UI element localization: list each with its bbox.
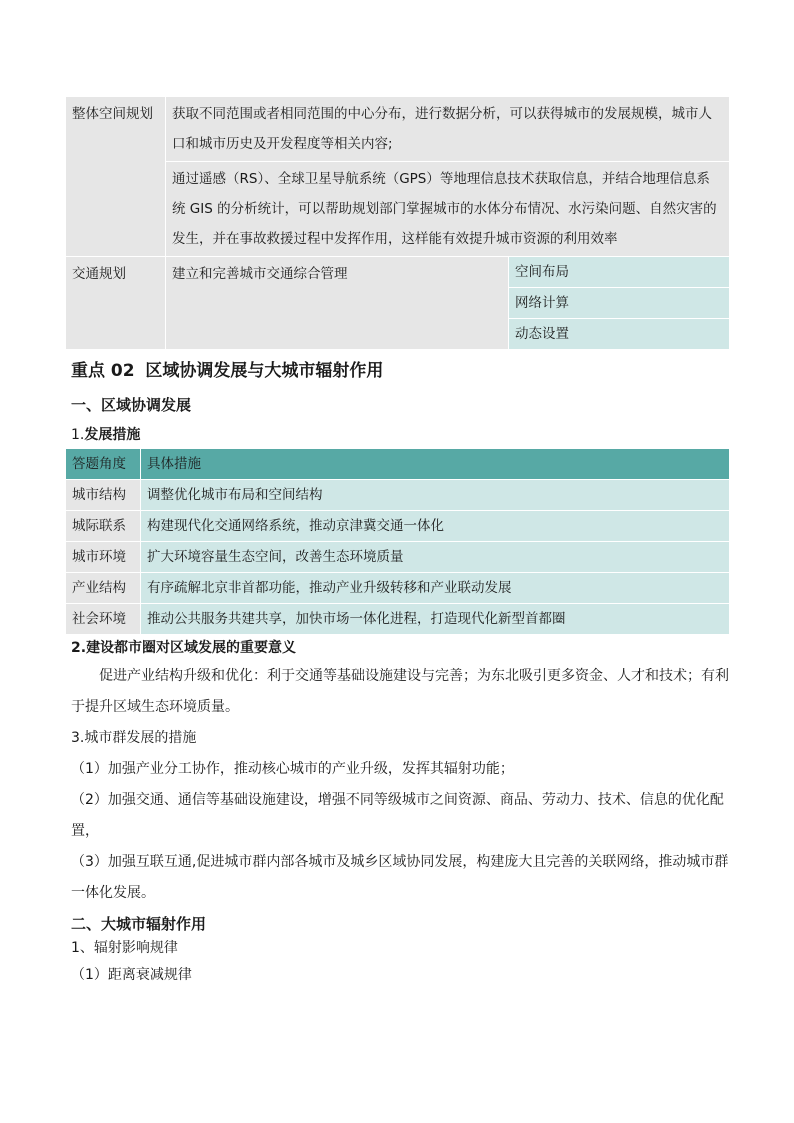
measures-table <box>65 448 730 635</box>
header-measures: 具体措施 <box>141 449 730 480</box>
sub-3-title: 3.城市群发展的措施 <box>71 730 197 746</box>
row-key: 产业结构 <box>66 573 141 604</box>
section-1-title: 一、区域协调发展 <box>71 396 192 414</box>
table-row <box>66 542 730 573</box>
header-angle: 答题角度 <box>66 449 141 480</box>
traffic-planning-text: 建立和完善城市交通综合管理 <box>166 257 509 350</box>
row-value: 有序疏解北京非首都功能，推动产业升级转移和产业联动发展 <box>141 573 730 604</box>
sub-3-item: （1）加强产业分工协作，推动核心城市的产业升级，发挥其辐射功能； <box>71 761 514 777</box>
traffic-item: 网络计算 <box>509 288 730 319</box>
sub-3-item: （3）加强互联互通,促进城市群内部各城市及城乡区域协同发展，构建庞大且完善的关联网络，推动城市群一体化发展。 <box>71 854 729 901</box>
sub-4-item: （1）距离衰减规律 <box>71 967 192 983</box>
row-key: 城市结构 <box>66 480 141 511</box>
sub-1-num: 1. <box>71 427 85 443</box>
overall-planning-text-2: 通过遥感（RS）、全球卫星导航系统（GPS）等地理信息技术获取信息，并结合地理信息系统 GIS 的分析统计，可以帮助规划部门掌握城市的水体分布情况、水污染问题、自然灾害的发生，并在事故救援过程中发挥作用，这样能有效提升城市资源的利用效率 <box>166 162 730 257</box>
table-row <box>66 604 730 635</box>
sub-4-title: 1、辐射影响规律 <box>71 940 178 956</box>
table-row <box>66 573 730 604</box>
sub-2-title: 建设都市圈对区域发展的重要意义 <box>86 640 297 656</box>
row-value: 调整优化城市布局和空间结构 <box>141 480 730 511</box>
row-value: 扩大环境容量生态空间，改善生态环境质量 <box>141 542 730 573</box>
section-2-title: 二、大城市辐射作用 <box>71 915 207 933</box>
row-key: 城市环境 <box>66 542 141 573</box>
table-row <box>66 511 730 542</box>
sub-2-heading <box>71 637 729 659</box>
row-key: 社会环境 <box>66 604 141 635</box>
key-point-heading <box>71 360 729 382</box>
sub-1-heading <box>71 424 729 446</box>
sub-3-item: （2）加强交通、通信等基础设施建设，增强不同等级城市之间资源、商品、劳动力、技术、信息的优化配置， <box>71 792 724 839</box>
planning-table <box>65 96 730 350</box>
row-label-overall-planning: 整体空间规划 <box>66 97 166 257</box>
row-key: 城际联系 <box>66 511 141 542</box>
row-value: 推动公共服务共建共享，加快市场一体化进程，打造现代化新型首都圈 <box>141 604 730 635</box>
document-page <box>65 96 729 989</box>
key-point-title: 区域协调发展与大城市辐射作用 <box>145 361 384 381</box>
sub-1-title: 发展措施 <box>84 427 141 443</box>
sub-2-paragraph: 促进产业结构升级和优化：利于交通等基础设施建设与完善；为东北吸引更多资金、人才和技术；有利于提升区域生态环境质量。 <box>71 668 729 715</box>
row-value: 构建现代化交通网络系统，推动京津冀交通一体化 <box>141 511 730 542</box>
traffic-item: 动态设置 <box>509 319 730 350</box>
table-row <box>66 480 730 511</box>
row-label-traffic-planning: 交通规划 <box>66 257 166 350</box>
overall-planning-text-1: 获取不同范围或者相同范围的中心分布，进行数据分析，可以获得城市的发展规模，城市人口和城市历史及开发程度等相关内容; <box>166 97 730 162</box>
sub-2-num: 2. <box>71 640 87 656</box>
key-point-prefix: 重点 02 <box>71 361 135 381</box>
traffic-item: 空间布局 <box>509 257 730 288</box>
